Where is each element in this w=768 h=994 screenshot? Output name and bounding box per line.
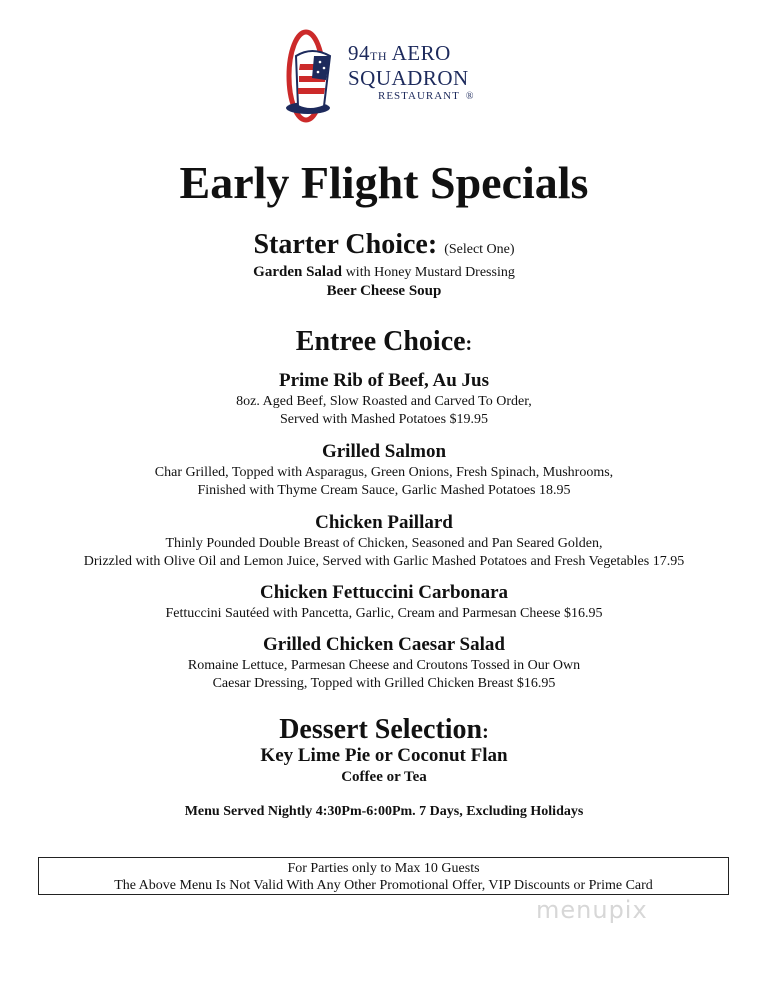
entree-desc: Char Grilled, Topped with Asparagus, Green Onions, Fresh Spinach, Mushrooms, — [154, 465, 614, 480]
dessert-line-2: Coffee or Tea — [341, 769, 427, 785]
restrictions-line-1: For Parties only to Max 10 Guests — [287, 861, 480, 876]
logo-word-restaurant: RESTAURANT — [378, 90, 460, 102]
watermark: menupix — [536, 896, 648, 924]
starter-heading: Starter Choice: — [253, 229, 438, 260]
starter-note: (Select One) — [444, 242, 515, 257]
starter-item-1-name: Garden Salad — [253, 264, 342, 280]
entree-heading-row — [0, 326, 768, 358]
registered-mark: ® — [465, 91, 475, 102]
entree-name: Grilled Salmon — [321, 441, 447, 462]
dessert-heading: Dessert Selection — [279, 714, 483, 745]
logo-word-aero: AERO — [391, 41, 451, 65]
entree-name: Grilled Chicken Caesar Salad — [263, 634, 505, 655]
restrictions-line-2: The Above Menu Is Not Valid With Any Other Promotional Offer, VIP Discounts or Prime Card — [114, 878, 653, 893]
starter-item-1-desc: with Honey Mustard Dressing — [345, 265, 515, 280]
entree-heading-colon: : — [465, 333, 473, 355]
dessert-heading-colon: : — [482, 721, 489, 743]
entree-heading: Entree Choice — [295, 326, 466, 357]
entree-desc: 8oz. Aged Beef, Slow Roasted and Carved To Order, — [236, 394, 532, 409]
dessert-line-1: Key Lime Pie or Coconut Flan — [260, 745, 508, 766]
logo-ordinal: TH — [370, 49, 387, 63]
logo-text — [348, 42, 474, 104]
entree-desc: Drizzled with Olive Oil and Lemon Juice, Served with Garlic Mashed Potatoes and Fresh Vegetables 17.95 — [83, 554, 685, 569]
starter-heading-row — [0, 229, 768, 261]
logo-number: 94 — [348, 41, 370, 65]
entree-desc: Fettuccini Sautéed with Pancetta, Garlic, Cream and Parmesan Cheese $16.95 — [165, 606, 603, 621]
page-title: Early Flight Specials — [179, 157, 589, 208]
starter-item-2: Beer Cheese Soup — [326, 283, 442, 299]
entree-desc: Finished with Thyme Cream Sauce, Garlic Mashed Potatoes 18.95 — [197, 483, 571, 498]
starter-item-1 — [0, 263, 768, 282]
entree-desc: Caesar Dressing, Topped with Grilled Chicken Breast $16.95 — [212, 676, 556, 691]
served-note: Menu Served Nightly 4:30Pm-6:00Pm. 7 Days, Excluding Holidays — [184, 804, 584, 819]
entree-name: Prime Rib of Beef, Au Jus — [278, 370, 490, 391]
restrictions-box — [38, 857, 729, 895]
entree-desc: Served with Mashed Potatoes $19.95 — [279, 412, 489, 427]
dessert-heading-row — [0, 714, 768, 746]
entree-desc: Romaine Lettuce, Parmesan Cheese and Croutons Tossed in Our Own — [187, 658, 581, 673]
entree-desc: Thinly Pounded Double Breast of Chicken, Seasoned and Pan Seared Golden, — [165, 536, 603, 551]
uncle-sam-hat-icon — [278, 28, 342, 126]
logo-word-squadron: SQUADRON — [348, 66, 469, 90]
restaurant-logo — [278, 28, 478, 126]
entree-name: Chicken Fettuccini Carbonara — [259, 582, 509, 603]
entree-name: Chicken Paillard — [315, 512, 453, 533]
